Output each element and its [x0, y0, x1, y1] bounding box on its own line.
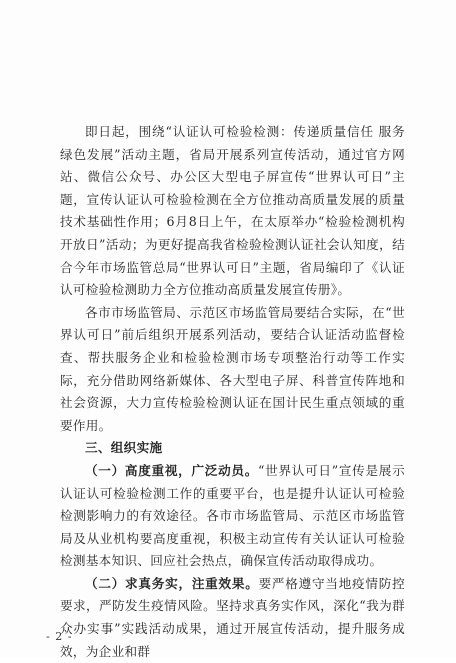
- item-2-title: （二）求真务实，注重效果。: [85, 575, 259, 591]
- paragraph-item-2: [60, 573, 405, 663]
- paragraph-item-1: [60, 460, 405, 573]
- document-body: [60, 121, 405, 663]
- page-number: - 2 -: [46, 630, 73, 643]
- paragraph-city-bureaus-requirements: 各市市场监管局、示范区市场监管局要结合实际，在“世界认可日”前后组织开展系列活动，要结合认证活动监督检查、帮扶服务企业和检验检测市场专项整治行动等工作实际，充分借助网络新媒体、各大型电子屏、科普宣传阵地和社会资源，大力宣传检验检测认证在国计民生重点领域的重要作用。: [60, 304, 405, 433]
- paragraph-world-accreditation-day-activities: 即日起，围绕“认证认可检验检测：传递质量信任 服务绿色发展”活动主题，省局开展系列宣传活动，通过官方网站、微信公众号、办公区大型电子屏宣传“世界认可日”主题，宣传认证认可检验检测在全方位推动高质量发展的质量技术基础性作用；6月8日上午，在太原举办“检验检测机构开放日”活动；为更好提高我省检验检测认证社会认知度，结合今年市场监管总局“世界认可日”主题，省局编印了《认证认可检验检测助力全方位推动高质量发展宣传册》。: [60, 124, 405, 298]
- item-2-body: 要严格遵守当地疫情防控要求，严防发生疫情风险。坚持求真务实作风，深化“我为群众办实事”实践活动成果，通过开展宣传活动，提升服务成效，为企业和群: [60, 575, 405, 659]
- item-1-body: “世界认可日”宣传是展示认证认可检验检测工作的重要平台，也是提升认证认可检验检测影响力的有效途径。各市市场监管局、示范区市场监管局及从业机构要高度重视，积极主动宣传有关认证认可检验检测基本知识、回应社会热点，确保宣传活动取得成功。: [60, 462, 405, 569]
- item-1-title: （一）高度重视，广泛动员。: [85, 462, 259, 478]
- section-heading: 三、组织实施: [85, 440, 163, 456]
